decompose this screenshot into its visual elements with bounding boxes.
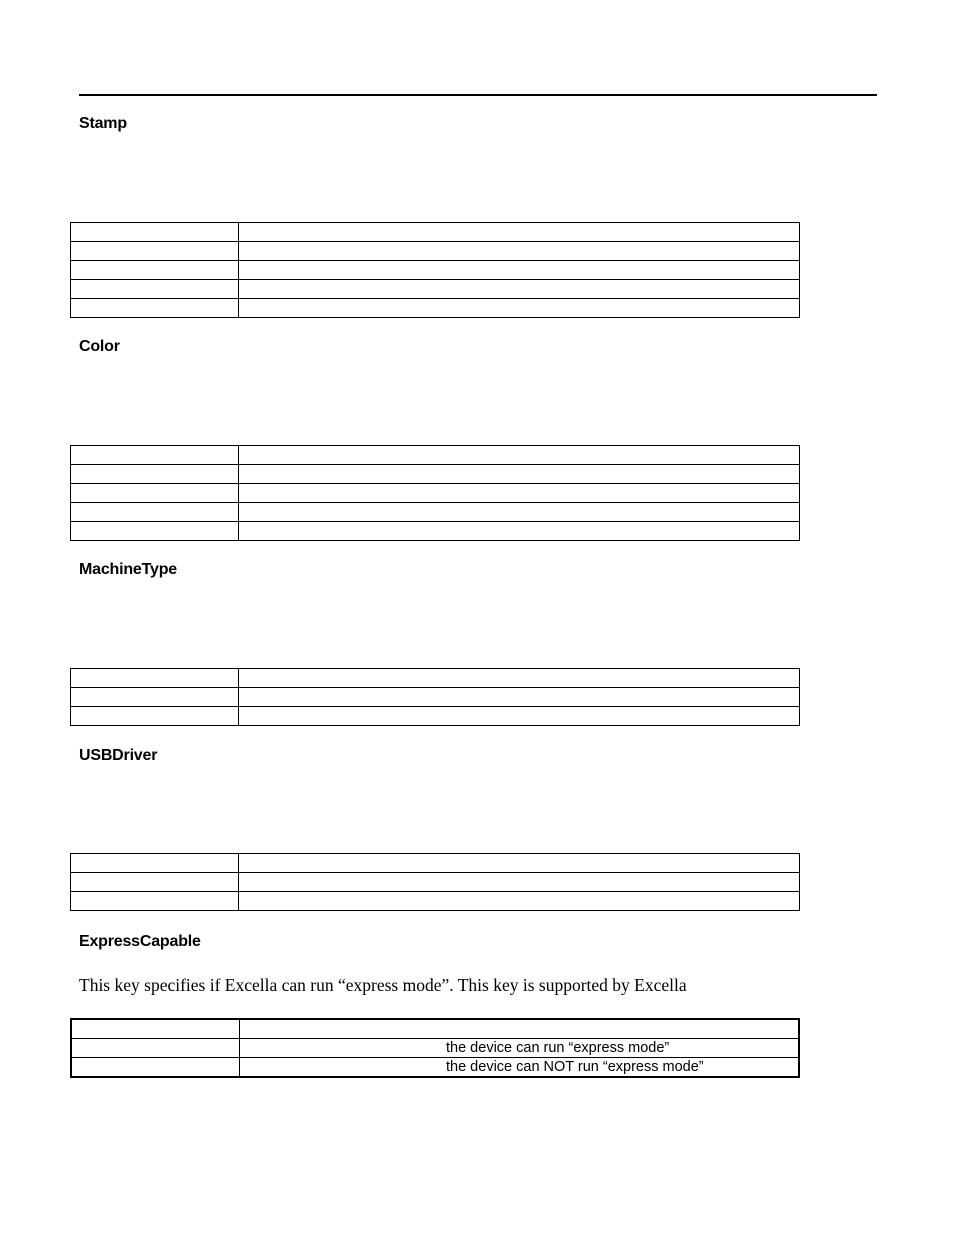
expresscapable-table (70, 1018, 800, 1078)
table-row (71, 280, 800, 299)
table-cell (239, 707, 800, 726)
table-row (71, 299, 800, 318)
table-cell (239, 484, 800, 503)
section-heading-color: Color (79, 338, 120, 355)
table-cell (239, 223, 800, 242)
table-cell (71, 503, 239, 522)
table-row (71, 484, 800, 503)
table-cell (239, 873, 800, 892)
table-row (71, 465, 800, 484)
table-cell: the device can run “express mode” (240, 1039, 800, 1058)
table-cell (71, 280, 239, 299)
table-cell (71, 854, 239, 873)
machinetype-table (70, 668, 800, 726)
table-cell (71, 892, 239, 911)
table-cell (239, 669, 800, 688)
table-cell (239, 261, 800, 280)
table-cell (239, 892, 800, 911)
stamp-table (70, 222, 800, 318)
table-cell (71, 261, 239, 280)
table-row (71, 503, 800, 522)
table-cell (239, 242, 800, 261)
table-cell (239, 854, 800, 873)
table-cell (239, 465, 800, 484)
table-row (71, 446, 800, 465)
table-cell (71, 1058, 240, 1078)
table-cell (71, 242, 239, 261)
section-heading-machinetype: MachineType (79, 561, 177, 578)
table-row (71, 688, 800, 707)
table-cell (71, 1039, 240, 1058)
table-row (71, 522, 800, 541)
table-cell (239, 522, 800, 541)
table-row (71, 261, 800, 280)
table-cell (239, 280, 800, 299)
section-heading-expresscapable: ExpressCapable (79, 933, 201, 950)
table-cell (71, 688, 239, 707)
color-table (70, 445, 800, 541)
table-cell (239, 446, 800, 465)
table-cell (71, 484, 239, 503)
table-row (71, 669, 800, 688)
table-cell (71, 223, 239, 242)
table-cell (240, 1019, 800, 1039)
table-row (71, 1039, 799, 1058)
table-cell (239, 299, 800, 318)
table-cell (71, 873, 239, 892)
table-cell: the device can NOT run “express mode” (240, 1058, 800, 1078)
table-row (71, 223, 800, 242)
table-cell (239, 503, 800, 522)
table-row (71, 873, 800, 892)
table-row (71, 242, 800, 261)
section-heading-stamp: Stamp (79, 115, 127, 132)
table-cell (71, 707, 239, 726)
table-cell (71, 299, 239, 318)
top-rule (79, 94, 877, 96)
table-row (71, 707, 800, 726)
table-cell (239, 688, 800, 707)
table-row (71, 892, 800, 911)
section-paragraph-expresscapable: This key specifies if Excella can run “express mode”. This key is supported by Excella (79, 975, 687, 995)
table-row (71, 854, 800, 873)
section-heading-usbdriver: USBDriver (79, 747, 158, 764)
table-cell (71, 465, 239, 484)
table-cell (71, 669, 239, 688)
table-row (71, 1019, 799, 1039)
table-cell (71, 522, 239, 541)
table-cell (71, 446, 239, 465)
usbdriver-table (70, 853, 800, 911)
table-cell (71, 1019, 240, 1039)
table-row (71, 1058, 799, 1078)
